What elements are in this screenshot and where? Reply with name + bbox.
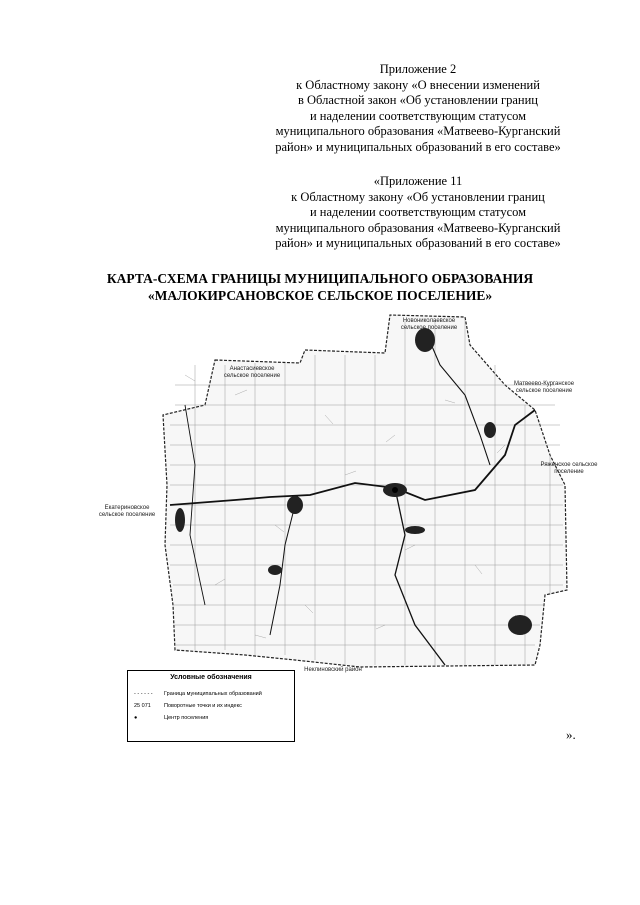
legend-item	[134, 701, 242, 710]
appendix-2-block	[248, 62, 588, 155]
settlement	[175, 508, 185, 532]
legend-item	[134, 689, 262, 698]
closing-quote: ».	[566, 727, 576, 742]
appendix-2-line: муниципального образования «Матвеево-Курганский	[275, 124, 561, 138]
map-label-east: Ряженское сельское поселение	[540, 462, 598, 475]
map-title	[0, 270, 640, 304]
map-title-line-2: «МАЛОКИРСАНОВСКОЕ СЕЛЬСКОЕ ПОСЕЛЕНИЕ»	[147, 288, 493, 303]
appendix-11-heading: «Приложение 11	[373, 174, 463, 188]
map-label-south: Неклиновский район	[304, 667, 362, 673]
map-legend	[127, 670, 295, 742]
appendix-2-line: и наделении соответствующим статусом	[309, 108, 527, 123]
settlement	[484, 422, 496, 438]
map-label-north-east: Матвеево-Курганское сельское поселение	[513, 381, 575, 394]
appendix-11-line: район» и муниципальных образований в его составе»	[275, 236, 561, 250]
settlement-center-icon	[392, 487, 398, 493]
legend-item	[134, 713, 208, 722]
legend-title: Условные обозначения	[170, 674, 252, 681]
map-scheme	[95, 305, 615, 685]
appendix-2-line: район» и муниципальных образований в его составе»	[275, 139, 561, 154]
settlement	[268, 565, 282, 575]
settlement	[508, 615, 532, 635]
legend-item-label: Центр поселения	[164, 714, 209, 721]
turning-point-icon: 25 071	[134, 702, 151, 709]
map-title-line-1: КАРТА-СХЕМА ГРАНИЦЫ МУНИЦИПАЛЬНОГО ОБРАЗОВАНИЯ	[106, 271, 534, 286]
appendix-11-line: муниципального образования «Матвеево-Курганский	[275, 220, 561, 235]
legend-item-label: Поворотные точки и их индекс	[164, 702, 242, 709]
appendix-2-heading: Приложение 2	[379, 62, 457, 76]
appendix-2-line: к Областному закону «О внесении изменений	[296, 77, 540, 92]
appendix-11-line: к Областному закону «Об установлении границ	[291, 189, 545, 204]
legend-item-label: Граница муниципальных образований	[164, 690, 262, 697]
appendix-11-line: и наделении соответствующим статусом	[309, 205, 527, 219]
settlement	[405, 526, 425, 534]
map-label-west: Екатериновское сельское поселение	[98, 505, 156, 518]
boundary-line-icon: - - - - - -	[134, 690, 153, 697]
settlement	[287, 496, 303, 514]
map-label-north-west: Анастасиевское сельское поселение	[223, 366, 281, 379]
map-label-north: Новониколаевское сельское поселение	[400, 318, 458, 331]
appendix-11-block	[248, 174, 588, 252]
settlement-center-legend-icon: ●	[134, 714, 138, 721]
appendix-2-line: в Областной закон «Об установлении границ	[297, 93, 538, 107]
